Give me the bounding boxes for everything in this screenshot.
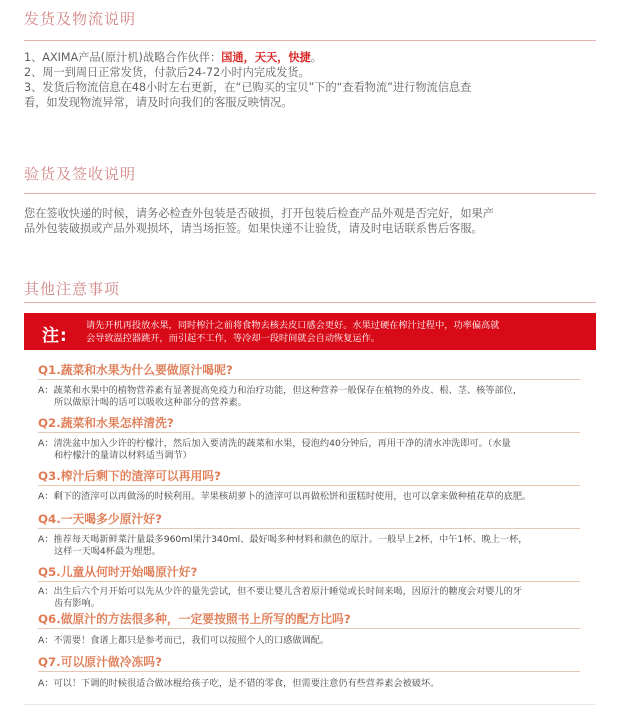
notice-label: 注: bbox=[42, 326, 68, 346]
shipping-line-1 bbox=[24, 50, 596, 65]
shipping-line-2: 2、周一到周日正常发货，付款后24-72小时内完成发货。 bbox=[24, 66, 310, 79]
faq-answer-7-line-1: A：可以！下调的时候很适合做冰棍给孩子吃，是不错的零食，但需要注意仍有些营养素会被破坏。 bbox=[38, 678, 440, 689]
faq-question-7: Q7.可以原汁做冷冻吗? bbox=[38, 653, 580, 672]
inspection-section-title: 验货及签收说明 bbox=[24, 165, 137, 183]
faq-question-3: Q3.榨汁后剩下的渣滓可以再用吗? bbox=[38, 467, 580, 486]
shipping-line-1-suffix: 。 bbox=[310, 51, 322, 64]
shipping-section-title: 发货及物流说明 bbox=[24, 10, 137, 28]
faq-answer-2-line-2: 和柠檬汁的量请以材料适当调节） bbox=[54, 450, 192, 461]
faq-answer-1-line-2: 所以做原汁喝的话可以吸收这种部分的营养素。 bbox=[54, 397, 247, 408]
faq-question-4: Q4.一天喝多少原汁好? bbox=[38, 510, 580, 529]
shipping-line-3a: 3、发货后物流信息在48小时左右更新，在“已购买的宝贝”下的“查看物流”进行物流信息查 bbox=[24, 81, 472, 94]
faq-answer-4 bbox=[38, 534, 590, 558]
faq-question-5: Q5.儿童从何时开始喝原汁好? bbox=[38, 563, 580, 582]
faq-answer-5-line-2: 齿有影响。 bbox=[54, 598, 100, 609]
notes-divider bbox=[24, 302, 596, 303]
faq-answer-2-line-1: A：清洗盆中加入少许的柠檬汁，然后加入要清洗的蔬菜和水果，侵泡约40分钟后，再用干净的清水冲洗即可。（水量 bbox=[38, 438, 511, 449]
faq-question-1: Q1.蔬菜和水果为什么要做原汁喝呢? bbox=[38, 361, 580, 380]
bottom-divider bbox=[24, 704, 596, 705]
faq-answer-1 bbox=[38, 385, 590, 409]
faq-answer-6-line-1: A：不需要！食谱上都只是参考而已，我们可以按照个人的口感做调配。 bbox=[38, 635, 330, 646]
inspection-content bbox=[24, 206, 596, 236]
faq-answer-4-line-2: 这样一天喝4杯最为理想。 bbox=[54, 546, 161, 557]
faq-answer-4-line-1: A：推荐每天喝新鲜菜汁量最多960ml果汁340ml、最好喝多种材料和颜色的原汁。一般早上2杯，中午1杯、晚上一杯， bbox=[38, 534, 528, 545]
shipping-content bbox=[24, 50, 596, 110]
notice-line-2: 会导致温控器跳开，而引起不工作，等冷却一段时间就会自动恢复运作。 bbox=[86, 333, 380, 344]
faq-question-2: Q2.蔬菜和水果怎样清洗? bbox=[38, 414, 580, 433]
shipping-line-1-prefix: 1、AXIMA产品(原汁机)战略合作伙伴： bbox=[24, 51, 222, 64]
shipping-partners-highlight: 国通，天天，快捷 bbox=[221, 51, 311, 64]
notice-line-1: 请先开机再投放水果，同时榨汁之前将食物去核去皮口感会更好。水果过硬在榨汁过程中，功率偏高就 bbox=[86, 320, 500, 331]
faq-answer-3 bbox=[38, 491, 590, 503]
notice-text bbox=[86, 319, 566, 345]
faq-answer-6 bbox=[38, 635, 590, 647]
faq-answer-7 bbox=[38, 678, 590, 690]
shipping-divider bbox=[24, 40, 596, 41]
notes-section-title: 其他注意事项 bbox=[24, 280, 121, 298]
faq-answer-3-line-1: A：剩下的渣滓可以再做汤的时候利用。苹果核胡萝卜的渣滓可以再做松饼和蛋糕时使用，也可以拿来做种植花草的底肥。 bbox=[38, 491, 532, 502]
faq-answer-1-line-1: A：蔬菜和水果中的植物营养素有显著提高免疫力和治疗功能，但这种营养一般保存在植物的外皮、根、茎、核等部位， bbox=[38, 385, 523, 396]
faq-question-6: Q6.做原汁的方法很多种，一定要按照书上所写的配方比吗? bbox=[38, 610, 580, 629]
inspection-line-1: 您在签收快递的时候，请务必检查外包装是否破损，打开包装后检查产品外观是否完好，如果产 bbox=[24, 207, 494, 220]
warning-notice-banner bbox=[24, 313, 596, 350]
faq-answer-5 bbox=[38, 586, 590, 610]
faq-answer-5-line-1: A：出生后六个月开始可以先从少许的量先尝试，但不要让婴儿含着原汁睡觉或长时间来喝，因原汁的糖度会对婴儿的牙 bbox=[38, 586, 523, 597]
shipping-line-3b: 看，如发现物流异常，请及时向我们的客服反映情况。 bbox=[24, 96, 293, 109]
faq-answer-2 bbox=[38, 438, 590, 462]
inspection-divider bbox=[24, 193, 596, 194]
inspection-line-2: 品外包装破损或产品外观损坏，请当场拒签。如果快递不让验货，请及时电话联系售后客服。 bbox=[24, 222, 483, 235]
